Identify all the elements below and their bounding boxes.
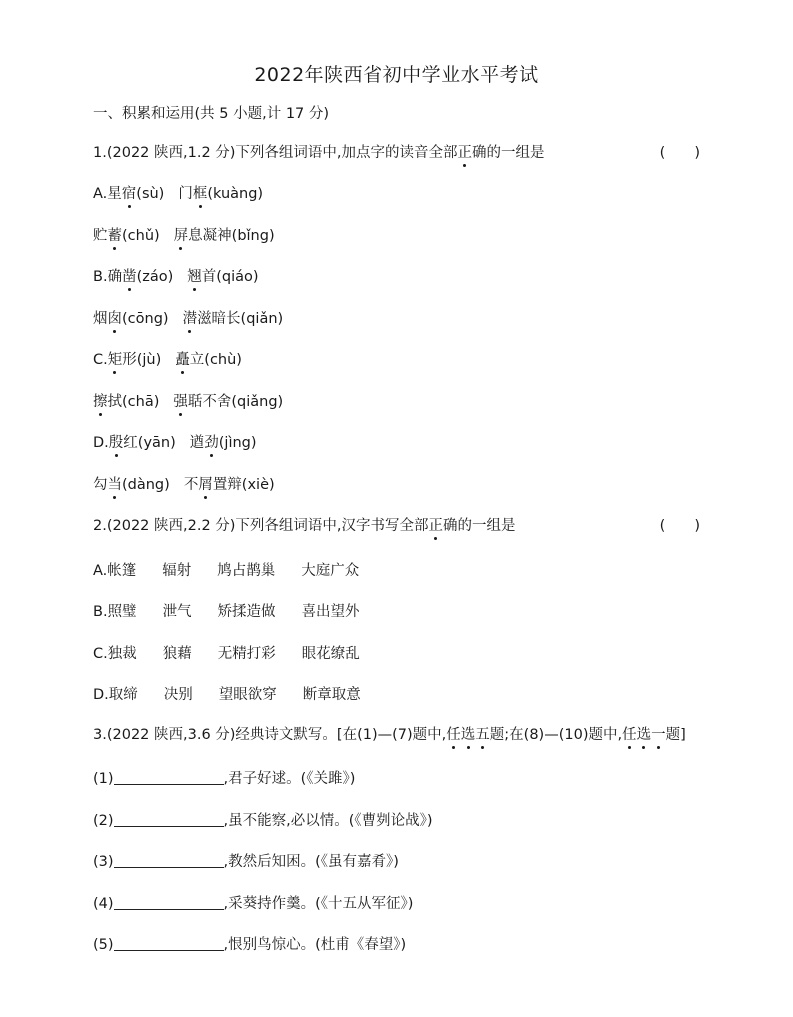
option-word: 独裁: [107, 646, 137, 662]
q1-option-line: C.矩形(jù) 矗立(chù): [93, 352, 242, 368]
q2-stem: 2.(2022 陕西,2.2 分)下列各组词语中,汉字书写全部正确的一组是: [93, 518, 516, 534]
q1-option-line: B.确凿(záo) 翘首(qiáo): [93, 269, 259, 285]
option-word: 望眼欲穿: [218, 687, 277, 703]
q2-option-line: [93, 602, 360, 622]
fill-blank[interactable]: [114, 812, 224, 827]
fill-blank[interactable]: [114, 936, 224, 951]
option-word: 泄气: [162, 604, 192, 620]
q1-option-line: 勾当(dàng) 不屑置辩(xiè): [93, 477, 275, 493]
option-word: 眼花缭乱: [301, 646, 360, 662]
option-label: A.: [93, 563, 108, 579]
q3-fill-item: (1) ,君子好逑。(《关雎》): [93, 771, 356, 787]
option-word: 取缔: [108, 687, 138, 703]
option-word: 大庭广众: [301, 563, 360, 579]
option-label: A.: [93, 186, 108, 202]
option-label: B.: [93, 604, 108, 620]
option-word: 狼藉: [162, 646, 192, 662]
option-word: 帐篷: [107, 563, 137, 579]
q1-option-line: 贮蓄(chǔ) 屏息凝神(bǐng): [93, 228, 275, 244]
fill-blank[interactable]: [114, 770, 224, 785]
q2-answer-paren: ( ): [659, 518, 700, 534]
option-word: 喜出望外: [301, 604, 360, 620]
q1-option-line: 擦拭(chā) 强聒不舍(qiǎng): [93, 394, 284, 410]
option-label: D.: [93, 435, 109, 451]
option-word: 无精打彩: [217, 646, 276, 662]
option-label: C.: [93, 352, 108, 368]
option-label: C.: [93, 646, 108, 662]
q1-stem: 1.(2022 陕西,1.2 分)下列各组词语中,加点字的读音全部正确的一组是: [93, 145, 545, 161]
q1-option-line: 烟囱(cōng) 潜滋暗长(qiǎn): [93, 311, 284, 327]
q3-fill-item: (5) ,恨别鸟惊心。(杜甫《春望》): [93, 937, 407, 953]
option-word: 断章取意: [302, 687, 361, 703]
q3-fill-item: (4) ,采葵持作羹。(《十五从军征》): [93, 896, 414, 912]
section-heading: 一、积累和运用(共 5 小题,计 17 分): [93, 106, 330, 122]
q2-option-line: [93, 644, 360, 664]
option-word: 辐射: [162, 563, 192, 579]
q1-answer-paren: ( ): [659, 145, 700, 161]
fill-blank[interactable]: [114, 895, 224, 910]
option-label: D.: [93, 687, 109, 703]
fill-blank[interactable]: [114, 853, 224, 868]
q3-fill-item: (2) ,虽不能察,必以情。(《曹刿论战》): [93, 813, 433, 829]
q2-option-line: [93, 685, 361, 705]
option-word: 决别: [163, 687, 193, 703]
q1-option-line: A.星宿(sù) 门框(kuàng): [93, 186, 264, 202]
q3-stem: 3.(2022 陕西,3.6 分)经典诗文默写。[在(1)—(7)题中,任选五题;在(8)—(10)题中,任选一题]: [93, 727, 686, 743]
page-title: 2022年陕西省初中学业水平考试: [254, 64, 539, 86]
option-word: 矫揉造做: [217, 604, 276, 620]
option-label: B.: [93, 269, 108, 285]
option-word: 鸠占鹊巢: [217, 563, 276, 579]
q1-option-line: D.殷红(yān) 遒劲(jìng): [93, 435, 257, 451]
q2-option-line: [93, 561, 359, 581]
option-word: 照璧: [107, 604, 137, 620]
q3-fill-item: (3) ,教然后知困。(《虽有嘉肴》): [93, 854, 399, 870]
